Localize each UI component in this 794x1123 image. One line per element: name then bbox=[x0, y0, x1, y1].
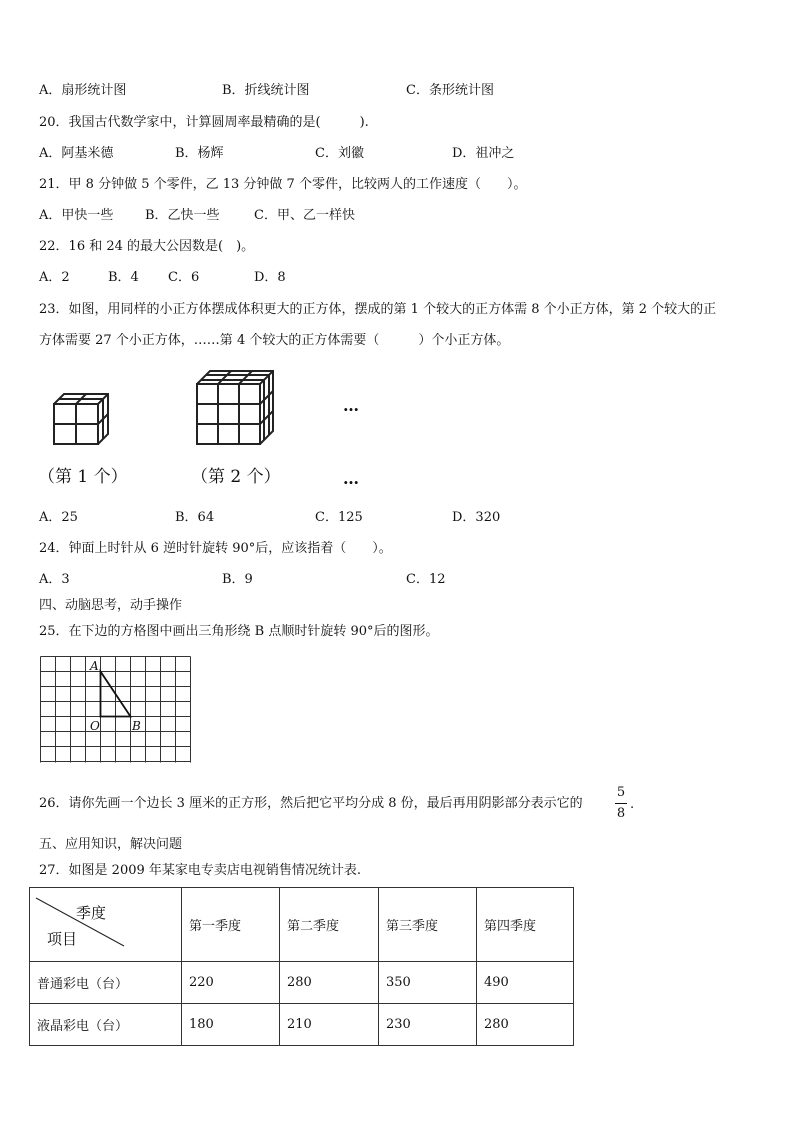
q22-option-b: B．4 bbox=[108, 270, 139, 285]
table-header-q1: 第一季度 bbox=[182, 888, 280, 962]
row-label: 液晶彩电（台） bbox=[30, 1004, 182, 1046]
cube-figure-1 bbox=[50, 390, 112, 448]
point-b-label: B bbox=[132, 719, 141, 733]
q24-option-a: A．3 bbox=[39, 572, 70, 587]
table-cell: 280 bbox=[280, 962, 379, 1004]
fraction-denominator: 8 bbox=[616, 806, 626, 821]
section-4-heading: 四、动脑思考，动手操作 bbox=[39, 598, 183, 613]
q21-stem: 21．甲 8 分钟做 5 个零件，乙 13 分钟做 7 个零件，比较两人的工作速度（ ）。 bbox=[39, 177, 527, 192]
table-cell: 280 bbox=[477, 1004, 574, 1046]
q23-stem-line2: 方体需要 27 个小正方体，……第 4 个较大的正方体需要（ ）个小正方体。 bbox=[39, 333, 510, 348]
q20-option-b: B．杨辉 bbox=[175, 146, 224, 161]
cube-label-1: （第 1 个） bbox=[38, 467, 128, 487]
q23-option-c: C．125 bbox=[315, 510, 363, 525]
q27-stem: 27．如图是 2009 年某家电专卖店电视销售情况统计表. bbox=[39, 863, 362, 878]
table-cell: 220 bbox=[182, 962, 280, 1004]
q22-option-d: D．8 bbox=[254, 270, 286, 285]
point-o-label: O bbox=[90, 719, 100, 733]
q20-stem: 20．我国古代数学家中，计算圆周率最精确的是( ). bbox=[39, 115, 369, 130]
cube-ellipsis-bottom: … bbox=[343, 469, 359, 488]
table-cell: 230 bbox=[379, 1004, 477, 1046]
q22-stem: 22．16 和 24 的最大公因数是( )。 bbox=[39, 239, 255, 254]
q21-option-a: A．甲快一些 bbox=[39, 208, 114, 223]
q19-option-b: B．折线统计图 bbox=[222, 83, 310, 98]
table-cell: 350 bbox=[379, 962, 477, 1004]
table-corner-cell bbox=[30, 888, 182, 962]
q26-period: . bbox=[630, 797, 635, 812]
q20-option-d: D．祖冲之 bbox=[452, 146, 515, 161]
fraction-bar bbox=[615, 803, 627, 804]
corner-diagonal bbox=[30, 888, 181, 961]
table-cell: 210 bbox=[280, 1004, 379, 1046]
q24-stem: 24．钟面上时针从 6 逆时针旋转 90°后，应该指着（ ）。 bbox=[39, 541, 392, 556]
q23-option-d: D．320 bbox=[452, 510, 501, 525]
q23-stem-line1: 23．如图，用同样的小正方体摆成体积更大的正方体，摆成的第 1 个较大的正方体需 8 个小正方体，第 2 个较大的正 bbox=[39, 302, 717, 317]
cube-label-2: （第 2 个） bbox=[191, 467, 281, 487]
q24-option-b: B．9 bbox=[222, 572, 253, 587]
q21-option-b: B．乙快一些 bbox=[145, 208, 220, 223]
rotation-grid bbox=[40, 656, 193, 763]
row-label: 普通彩电（台） bbox=[30, 962, 182, 1004]
q19-option-a: A．扇形统计图 bbox=[39, 83, 127, 98]
q19-option-c: C．条形统计图 bbox=[406, 83, 494, 98]
corner-label-quarter: 季度 bbox=[76, 904, 107, 922]
q21-option-c: C．甲、乙一样快 bbox=[254, 208, 355, 223]
point-a-label: A bbox=[90, 659, 99, 673]
table-cell: 490 bbox=[477, 962, 574, 1004]
q24-option-c: C．12 bbox=[406, 572, 446, 587]
fraction-numerator: 5 bbox=[616, 785, 626, 800]
table-row bbox=[30, 1004, 574, 1046]
q25-stem: 25．在下边的方格图中画出三角形绕 B 点顺时针旋转 90°后的图形。 bbox=[39, 624, 439, 639]
sales-table bbox=[29, 887, 574, 1046]
q22-option-a: A．2 bbox=[39, 270, 70, 285]
section-5-heading: 五、应用知识，解决问题 bbox=[39, 837, 183, 852]
table-cell: 180 bbox=[182, 1004, 280, 1046]
corner-label-item: 项目 bbox=[47, 930, 78, 948]
cube-figure-2 bbox=[193, 367, 275, 448]
q26-stem: 26．请你先画一个边长 3 厘米的正方形，然后把它平均分成 8 份，最后再用阴影部分表示它的 bbox=[39, 796, 583, 811]
table-header-q3: 第三季度 bbox=[379, 888, 477, 962]
q23-option-a: A．25 bbox=[39, 510, 78, 525]
q20-option-a: A．阿基米德 bbox=[39, 146, 114, 161]
table-row bbox=[30, 962, 574, 1004]
q20-option-c: C．刘徽 bbox=[315, 146, 364, 161]
cube-ellipsis-top: … bbox=[343, 396, 359, 415]
table-header-q4: 第四季度 bbox=[477, 888, 574, 962]
q22-option-c: C．6 bbox=[168, 270, 200, 285]
table-header-row bbox=[30, 888, 574, 962]
table-header-q2: 第二季度 bbox=[280, 888, 379, 962]
q23-option-b: B．64 bbox=[175, 510, 215, 525]
